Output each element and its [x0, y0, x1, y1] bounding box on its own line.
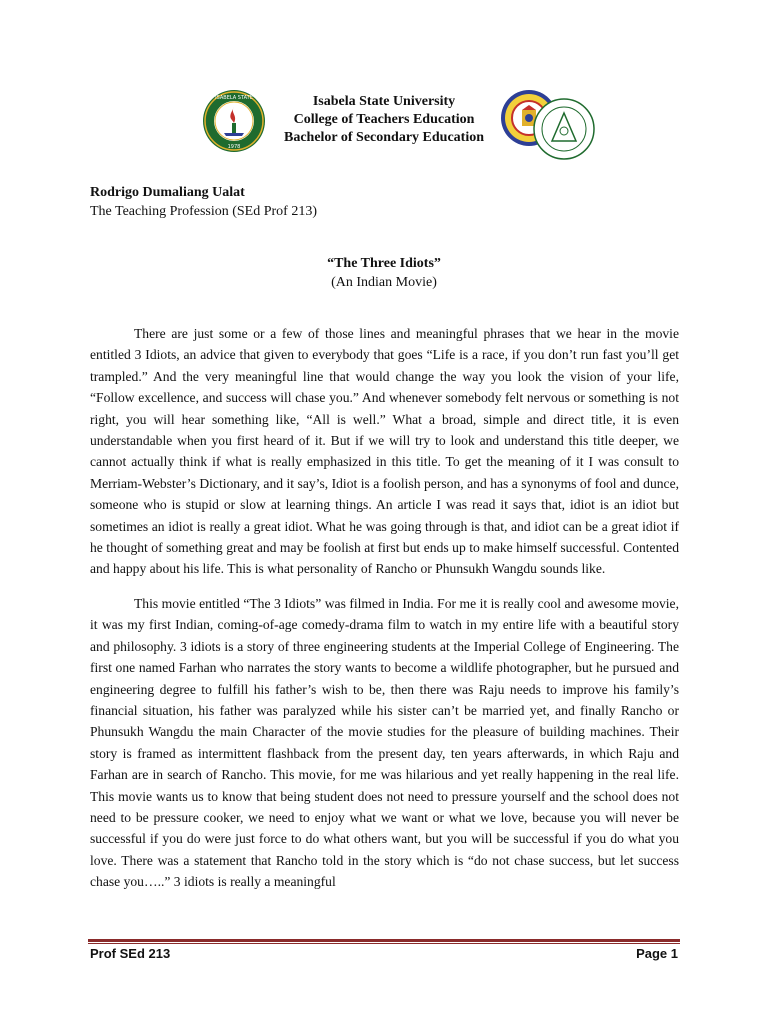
author-block: [90, 183, 317, 221]
paragraph-1: There are just some or a few of those lines and meaningful phrases that we hear in the movie entitled 3 Idiots, an advice that given to everybody that goes “Life is a race, if you don’t run fast you’ll get trampled.” And the very meaningful line that would change the way you look the vision of your life, “Follow excellence, and success will chase you.” And whenever somebody felt nervous or something is not right, you will hear something like, “All is well.” What a broad, simple and direct title, it is even understandable when you first heard of it. But if we will try to look and understand this title deeper, we cannot actually think if what is really emphasized in this title. To get the meaning of it I was consult to Merriam-Webster’s Dictionary, and it say’s, Idiot is a foolish person, and has a synonyms of fool and dunce, someone who is stupid or slow at learning things. An article I was read it says that, idiot is an idiot but sometimes an idiot is really a great idiot. What he was going through is that, and idiot can be a great idiot if he thought of something great and may be foolish at first but ends up to make himself successful. Contented and happy about his life. This is what personality of Rancho or Phunsukh Wangdu sounds like.: [90, 326, 679, 577]
essay-body: [90, 323, 679, 906]
course-name: The Teaching Profession (SEd Prof 213): [90, 204, 318, 219]
program-name: Bachelor of Secondary Education: [283, 130, 485, 145]
footer-divider: [88, 939, 680, 942]
footer-divider-thin: [88, 943, 680, 944]
department-seal-logo: [532, 97, 596, 161]
svg-text:ISABELA STATE: ISABELA STATE: [215, 95, 253, 101]
author-name: Rodrigo Dumaliang Ualat: [90, 185, 245, 200]
paragraph-2: This movie entitled “The 3 Idiots” was filmed in India. For me it is really cool and awesome movie, it was my first Indian, coming-of-age comedy-drama film to watch in my entire life with a beautiful story and philosophy. 3 idiots is a story of three engineering students at the Imperial College of Engineering. The first one named Farhan who narrates the story wants to become a wildlife photographer, but he pursued and engineering degree to fulfill his father’s wish to be, then there was Raju needs to improve his family’s financial situation, his father was paralyzed while his sister can’t be married yet, and finally Rancho or Phunsukh Wangdu the main Character of the movie studies for the pleasure of building machines. Their story is framed as intermittent flashback from the present day, ten years afterwards, in which Raju and Farhan are in search of Rancho. This movie, for me was hilarious and yet really happening in the real life. This movie wants us to know that being student does not need to pressure yourself and the school does not need to be pressure cooker, we need to enjoy what we want or what we love, because you will never be successful if you do were just force to do what others want, but you will be successful if you do what you love. There was a statement that Rancho told in the story which is “do not chase success, but let success chase you…..” 3 idiots is really a meaningful: [90, 595, 679, 890]
essay-title-block: [0, 254, 768, 292]
footer-course-code: Prof SEd 213: [90, 946, 171, 961]
svg-text:1978: 1978: [227, 144, 241, 150]
essay-title: “The Three Idiots”: [327, 256, 441, 271]
page-number: Page 1: [636, 946, 678, 961]
essay-subtitle: (An Indian Movie): [331, 275, 437, 290]
letterhead: [0, 85, 768, 165]
college-name: College of Teachers Education: [293, 112, 475, 127]
institution-heading: [250, 93, 518, 147]
university-name: Isabela State University: [312, 94, 456, 109]
